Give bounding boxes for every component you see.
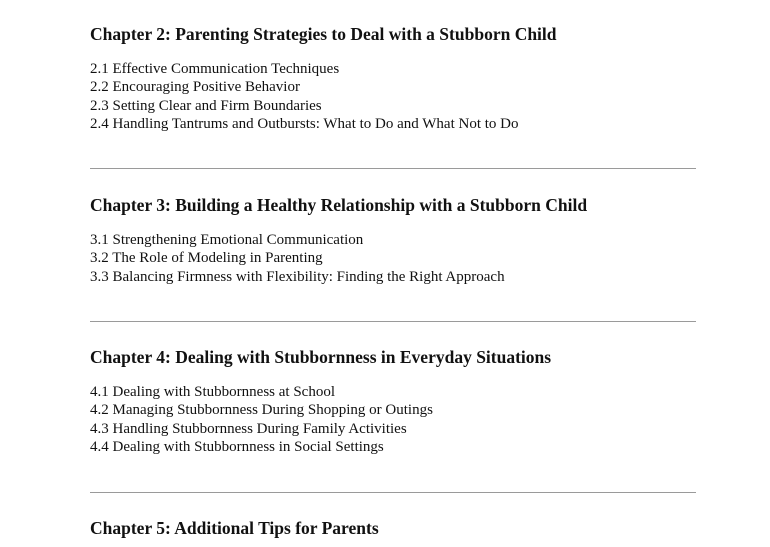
chapter-divider	[90, 321, 696, 322]
chapter-4	[90, 346, 551, 456]
chapter-heading: Chapter 2: Parenting Strategies to Deal with a Stubborn Child	[90, 24, 557, 44]
section-item: 4.1 Dealing with Stubbornness at School	[90, 384, 335, 400]
chapter-heading: Chapter 4: Dealing with Stubbornness in Everyday Situations	[90, 347, 552, 367]
section-item: 4.3 Handling Stubbornness During Family Activities	[90, 420, 407, 437]
section-item: 2.3 Setting Clear and Firm Boundaries	[90, 97, 322, 114]
chapter-3	[90, 194, 587, 286]
section-item: 3.3 Balancing Firmness with Flexibility: Finding the Right Approach	[90, 268, 505, 285]
section-list	[90, 231, 587, 286]
chapter-divider	[90, 492, 696, 493]
section-item: 4.2 Managing Stubbornness During Shopping or Outings	[90, 402, 433, 419]
section-item: 2.1 Effective Communication Techniques	[90, 61, 340, 77]
section-item: 4.4 Dealing with Stubbornness in Social Settings	[90, 438, 384, 455]
section-list	[90, 383, 551, 456]
chapter-heading: Chapter 5: Additional Tips for Parents	[90, 518, 379, 538]
section-item: 2.2 Encouraging Positive Behavior	[90, 79, 300, 96]
section-item: 3.1 Strengthening Emotional Communication	[90, 232, 364, 248]
section-list	[90, 60, 557, 133]
section-item: 2.4 Handling Tantrums and Outbursts: What to Do and What Not to Do	[90, 115, 519, 132]
chapter-5	[90, 517, 379, 539]
chapter-2	[90, 23, 557, 133]
chapter-heading: Chapter 3: Building a Healthy Relationship with a Stubborn Child	[90, 195, 588, 215]
section-item: 3.2 The Role of Modeling in Parenting	[90, 250, 323, 267]
chapter-divider	[90, 168, 696, 169]
